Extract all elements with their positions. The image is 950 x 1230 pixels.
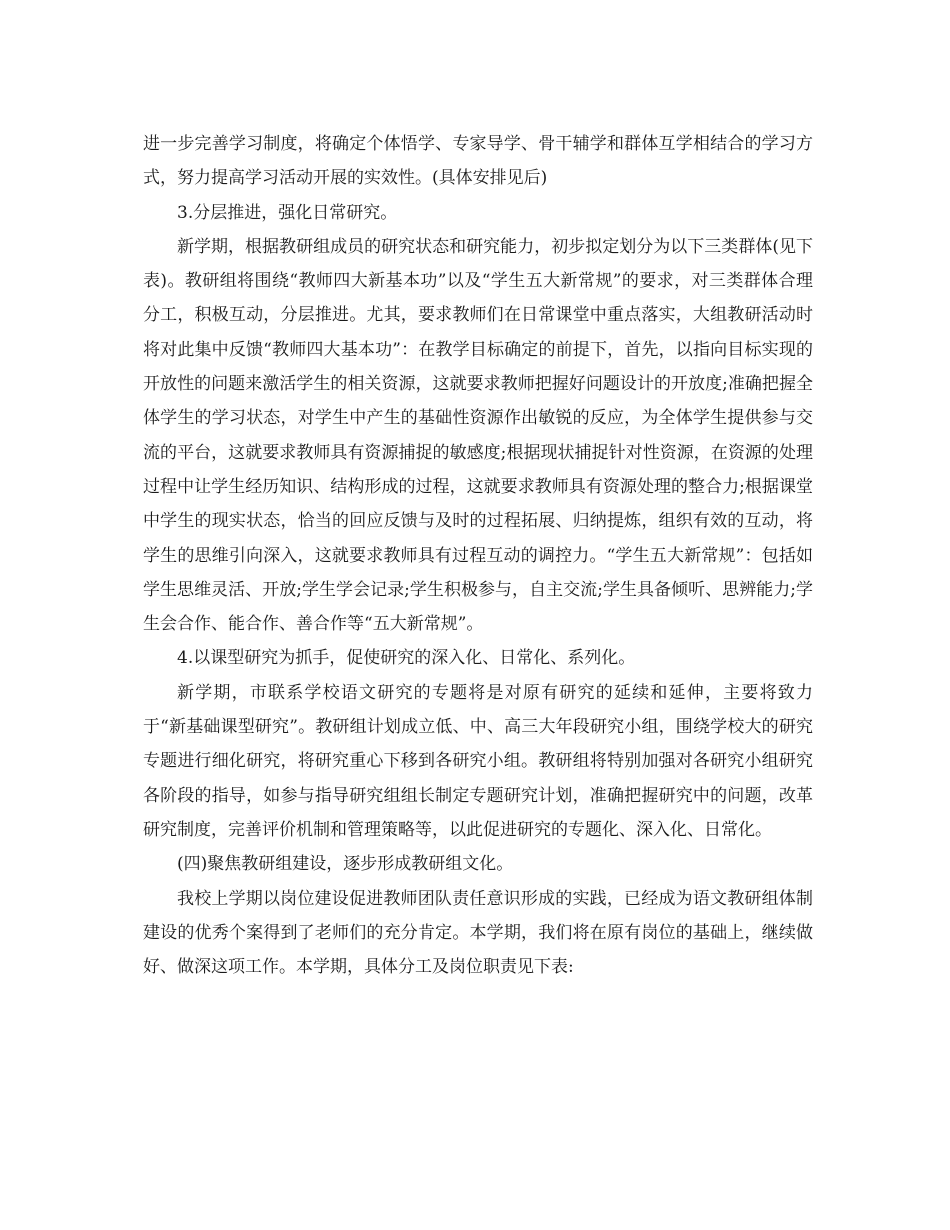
heading-group-building: (四)聚焦教研组建设，逐步形成教研组文化。 [177, 854, 514, 875]
paragraph-study-system: 进一步完善学习制度，将确定个体悟学、专家导学、骨干辅学和群体互学相结合的学习方式，努力提高学习活动开展的实效性。(具体安排见后) [143, 134, 813, 189]
heading-layered-research: 3.分层推进，强化日常研究。 [177, 202, 398, 223]
heading-lesson-type-research: 4.以课型研究为抓手，促使研究的深入化、日常化、系列化。 [177, 648, 636, 669]
document-body [143, 127, 813, 984]
paragraph-group-building: 我校上学期以岗位建设促进教师团队责任意识形成的实践，已经成为语文教研组体制建设的优秀个案得到了老师们的充分肯定。本学期，我们将在原有岗位的基础上，继续做好、做深这项工作。本学期，具体分工及岗位职责见下表: [143, 888, 813, 978]
paragraph-lesson-type-research: 新学期，市联系学校语文研究的专题将是对原有研究的延续和延伸，主要将致力于“新基础课型研究”。教研组计划成立低、中、高三大年段研究小组，围绕学校大的研究专题进行细化研究，将研究重心下移到各研究小组。教研组将特别加强对各研究小组研究各阶段的指导，如参与指导研究组组长制定专题研究计划，准确把握研究中的问题，改革研究制度，完善评价机制和管理策略等，以此促进研究的专题化、深入化、日常化。 [143, 682, 813, 840]
paragraph-layered-research: 新学期，根据教研组成员的研究状态和研究能力，初步拟定划分为以下三类群体(见下表)。教研组将围绕“教师四大新基本功”以及“学生五大新常规”的要求，对三类群体合理分工，积极互动，分层推进。尤其，要求教师们在日常课堂中重点落实，大组教研活动时将对此集中反馈“教师四大基本功”：在教学目标确定的前提下，首先，以指向目标实现的开放性的问题来激活学生的相关资源，这就要求教师把握好问题设计的开放度;准确把握全体学生的学习状态，对学生中产生的基础性资源作出敏锐的反应，为全体学生提供参与交流的平台，这就要求教师具有资源捕捉的敏感度;根据现状捕捉针对性资源，在资源的处理过程中让学生经历知识、结构形成的过程，这就要求教师具有资源处理的整合力;根据课堂中学生的现实状态，恰当的回应反馈与及时的过程拓展、归纳提炼，组织有效的互动，将学生的思维引向深入，这就要求教师具有过程互动的调控力。“学生五大新常规”：包括如学生思维灵活、开放;学生学会记录;学生积极参与，自主交流;学生具备倾听、思辨能力;学生会合作、能合作、善合作等“五大新常规”。 [143, 236, 813, 635]
